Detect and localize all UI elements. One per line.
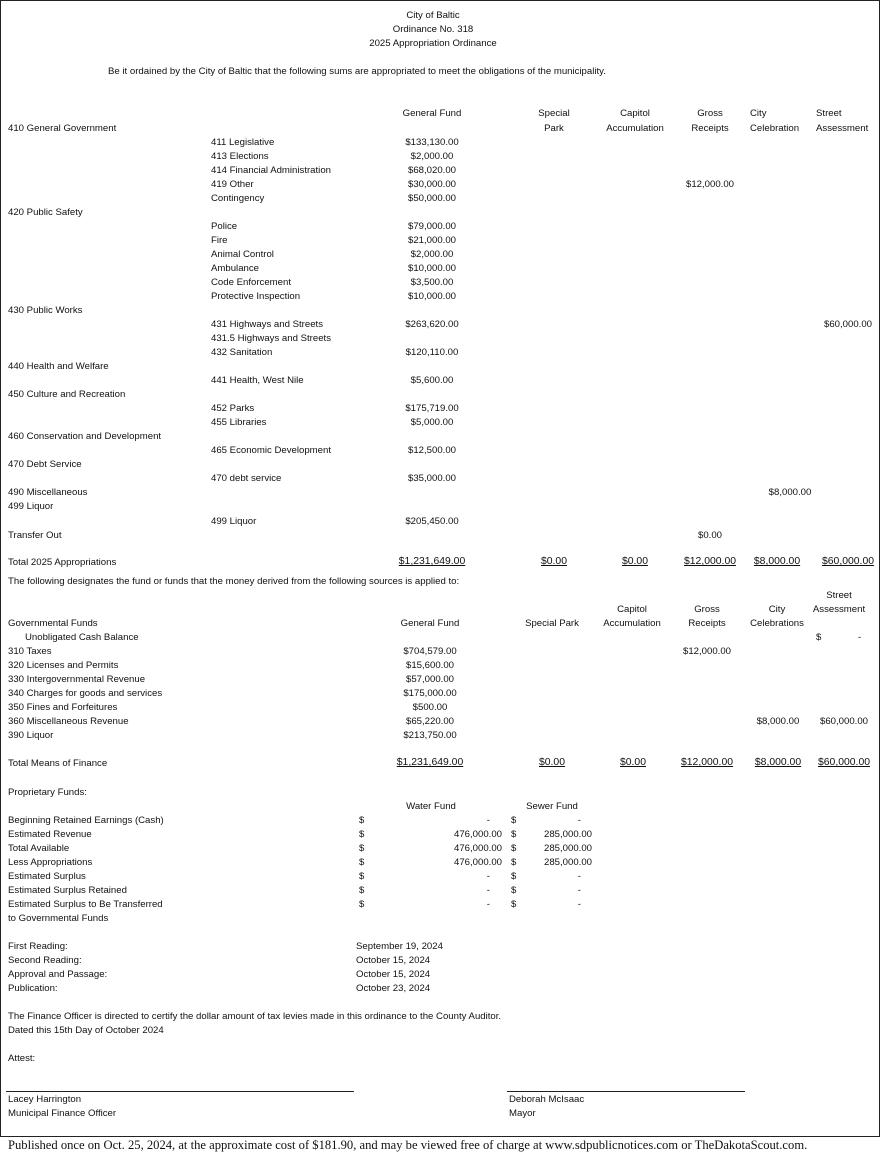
source-general-fund-value: $57,000.00 bbox=[405, 674, 455, 685]
src-col-gross-1: Gross bbox=[694, 604, 720, 615]
mayor-title: Mayor bbox=[509, 1108, 536, 1119]
source-label: 350 Fines and Forfeitures bbox=[8, 702, 118, 713]
source-general-fund-value: $500.00 bbox=[412, 702, 448, 713]
general-fund-value: $10,000.00 bbox=[407, 291, 457, 302]
street-assessment-value: $60,000.00 bbox=[823, 319, 873, 330]
line-item-label: 413 Elections bbox=[211, 151, 269, 162]
water-fund-value: 476,000.00 bbox=[453, 829, 502, 840]
line-item-label: 431 Highways and Streets bbox=[211, 319, 323, 330]
col-capitol-1: Capitol bbox=[620, 108, 650, 119]
src-col-label: Governmental Funds bbox=[8, 618, 98, 629]
source-label: Unobligated Cash Balance bbox=[25, 632, 139, 643]
src-col-gross-2: Receipts bbox=[688, 618, 726, 629]
total-approp-general: $1,231,649.00 bbox=[398, 556, 466, 567]
source-general-fund-value: $175,000.00 bbox=[403, 688, 457, 699]
general-fund-value: $12,500.00 bbox=[407, 445, 457, 456]
general-fund-value: $68,020.00 bbox=[407, 165, 457, 176]
source-street-dollar-sign: $ bbox=[816, 632, 822, 643]
sewer-dollar-sign: $ bbox=[511, 857, 517, 868]
finance-officer-name: Lacey Harrington bbox=[8, 1094, 82, 1105]
line-item-label: Fire bbox=[211, 235, 228, 246]
city-name: City of Baltic bbox=[406, 10, 460, 21]
general-fund-value: $120,110.00 bbox=[405, 347, 459, 358]
total-finance-gross: $12,000.00 bbox=[680, 757, 734, 768]
sewer-dollar-sign: $ bbox=[511, 815, 517, 826]
col-capitol-2: Accumulation bbox=[606, 123, 664, 134]
source-label: 340 Charges for goods and services bbox=[8, 688, 163, 699]
water-fund-value: - bbox=[486, 885, 490, 896]
total-approp-gross: $12,000.00 bbox=[683, 556, 737, 567]
proprietary-label: Total Available bbox=[8, 843, 70, 854]
src-col-city-1: City bbox=[768, 604, 786, 615]
line-item-label: Animal Control bbox=[211, 249, 274, 260]
attest-label: Attest: bbox=[8, 1053, 36, 1064]
publication-footer: Published once on Oct. 25, 2024, at the approximate cost of $181.90, and may be viewed free of charge at www.sdpublicnotices.com or TheDakotaScout.com. bbox=[8, 1138, 808, 1152]
signature-line-mayor bbox=[507, 1091, 745, 1092]
general-fund-value: $30,000.00 bbox=[407, 179, 457, 190]
source-general-fund-value: $65,220.00 bbox=[405, 716, 455, 727]
water-dollar-sign: $ bbox=[359, 899, 365, 910]
section-heading: 430 Public Works bbox=[8, 305, 83, 316]
proprietary-label: Estimated Surplus to Be Transferred bbox=[8, 899, 163, 910]
source-label: 320 Licenses and Permits bbox=[8, 660, 119, 671]
section-heading: 440 Health and Welfare bbox=[8, 361, 109, 372]
reading-date: October 23, 2024 bbox=[356, 983, 431, 994]
section-heading: 410 General Government bbox=[8, 123, 117, 134]
sewer-dollar-sign: $ bbox=[511, 871, 517, 882]
sewer-fund-value: - bbox=[577, 815, 581, 826]
line-item-label: 419 Other bbox=[211, 179, 254, 190]
source-city-celebrations-value: $8,000.00 bbox=[756, 716, 800, 727]
general-fund-value: $2,000.00 bbox=[410, 249, 454, 260]
ordinance-intro: Be it ordained by the City of Baltic that the following sums are appropriated to meet the obligations of the municipality. bbox=[108, 66, 606, 77]
total-finance-special: $0.00 bbox=[538, 757, 566, 768]
general-fund-value: $5,600.00 bbox=[410, 375, 454, 386]
line-item-label: 499 Liquor bbox=[211, 516, 257, 527]
section-heading: 490 Miscellaneous bbox=[8, 487, 88, 498]
sewer-fund-value: - bbox=[577, 885, 581, 896]
line-item-label: Ambulance bbox=[211, 263, 259, 274]
sources-intro: The following designates the fund or funds that the money derived from the following sources is applied to: bbox=[8, 576, 460, 587]
general-fund-value: $50,000.00 bbox=[407, 193, 457, 204]
col-special-park-2: Park bbox=[544, 123, 564, 134]
line-item-label: 455 Libraries bbox=[211, 417, 267, 428]
total-approp-city: $8,000.00 bbox=[753, 556, 801, 567]
reading-label: Second Reading: bbox=[8, 955, 82, 966]
total-approp-special: $0.00 bbox=[540, 556, 568, 567]
src-col-special: Special Park bbox=[525, 618, 579, 629]
src-col-street-2: Assessment bbox=[812, 604, 866, 615]
general-fund-value: $205,450.00 bbox=[405, 516, 459, 527]
source-street-assessment-value: $60,000.00 bbox=[819, 716, 869, 727]
line-item-label: 411 Legislative bbox=[211, 137, 275, 148]
reading-date: September 19, 2024 bbox=[356, 941, 443, 952]
water-fund-value: - bbox=[486, 871, 490, 882]
sewer-fund-value: 285,000.00 bbox=[543, 857, 592, 868]
source-label: 330 Intergovernmental Revenue bbox=[8, 674, 146, 685]
water-fund-value: - bbox=[486, 899, 490, 910]
dated-text: Dated this 15th Day of October 2024 bbox=[8, 1025, 164, 1036]
general-fund-value: $10,000.00 bbox=[407, 263, 457, 274]
src-col-capitol-2: Accumulation bbox=[603, 618, 661, 629]
col-gross-1: Gross bbox=[697, 108, 723, 119]
water-fund-value: 476,000.00 bbox=[453, 843, 502, 854]
total-finance-general: $1,231,649.00 bbox=[396, 757, 464, 768]
line-item-label: Protective Inspection bbox=[211, 291, 301, 302]
reading-label: Publication: bbox=[8, 983, 58, 994]
sewer-fund-value: 285,000.00 bbox=[543, 843, 592, 854]
gross-receipts-value: $0.00 bbox=[697, 530, 723, 541]
general-fund-value: $35,000.00 bbox=[407, 473, 457, 484]
section-heading: 499 Liquor bbox=[8, 501, 54, 512]
line-item-label: 441 Health, West Nile bbox=[211, 375, 304, 386]
total-approp-capitol: $0.00 bbox=[621, 556, 649, 567]
city-celebration-value: $8,000.00 bbox=[768, 487, 812, 498]
mayor-name: Deborah McIsaac bbox=[509, 1094, 585, 1105]
line-item-label: 470 debt service bbox=[211, 473, 282, 484]
proprietary-label: to Governmental Funds bbox=[8, 913, 109, 924]
line-item-label: 452 Parks bbox=[211, 403, 255, 414]
sewer-dollar-sign: $ bbox=[511, 829, 517, 840]
general-fund-value: $5,000.00 bbox=[410, 417, 454, 428]
proprietary-label: Estimated Revenue bbox=[8, 829, 92, 840]
water-fund-value: 476,000.00 bbox=[453, 857, 502, 868]
section-heading: 450 Culture and Recreation bbox=[8, 389, 126, 400]
line-item-label: Contingency bbox=[211, 193, 265, 204]
general-fund-value: $21,000.00 bbox=[407, 235, 457, 246]
line-item-label: Code Enforcement bbox=[211, 277, 291, 288]
general-fund-value: $263,620.00 bbox=[405, 319, 459, 330]
general-fund-value: $3,500.00 bbox=[410, 277, 454, 288]
col-special-park-1: Special bbox=[538, 108, 570, 119]
proprietary-label: Less Appropriations bbox=[8, 857, 93, 868]
general-fund-value: $175,719.00 bbox=[405, 403, 459, 414]
line-item-label: 414 Financial Administration bbox=[211, 165, 331, 176]
sewer-fund-value: - bbox=[577, 899, 581, 910]
ordinance-number: Ordinance No. 318 bbox=[392, 24, 474, 35]
proprietary-label: Estimated Surplus Retained bbox=[8, 885, 127, 896]
total-finance-label: Total Means of Finance bbox=[8, 758, 108, 769]
reading-label: First Reading: bbox=[8, 941, 68, 952]
src-col-street-1: Street bbox=[826, 590, 852, 601]
src-col-capitol-1: Capitol bbox=[617, 604, 647, 615]
src-col-city-2: Celebrations bbox=[750, 618, 804, 629]
proprietary-label: Beginning Retained Earnings (Cash) bbox=[8, 815, 164, 826]
source-general-fund-value: $213,750.00 bbox=[403, 730, 457, 741]
total-finance-street: $60,000.00 bbox=[817, 757, 871, 768]
sewer-fund-header: Sewer Fund bbox=[526, 801, 578, 812]
total-appropriations-label: Total 2025 Appropriations bbox=[8, 557, 117, 568]
ordinance-title: 2025 Appropriation Ordinance bbox=[369, 38, 497, 49]
water-dollar-sign: $ bbox=[359, 829, 365, 840]
line-item-label: 432 Sanitation bbox=[211, 347, 273, 358]
water-dollar-sign: $ bbox=[359, 857, 365, 868]
sewer-dollar-sign: $ bbox=[511, 885, 517, 896]
source-general-fund-value: $15,600.00 bbox=[405, 660, 455, 671]
line-item-label: Police bbox=[211, 221, 238, 232]
sewer-fund-value: - bbox=[577, 871, 581, 882]
proprietary-label: Estimated Surplus bbox=[8, 871, 86, 882]
total-finance-city: $8,000.00 bbox=[754, 757, 802, 768]
source-label: 390 Liquor bbox=[8, 730, 54, 741]
src-col-general: General Fund bbox=[400, 618, 460, 629]
proprietary-title: Proprietary Funds: bbox=[8, 787, 87, 798]
sewer-fund-value: 285,000.00 bbox=[543, 829, 592, 840]
source-label: 360 Miscellaneous Revenue bbox=[8, 716, 129, 727]
col-gross-2: Receipts bbox=[691, 123, 729, 134]
water-dollar-sign: $ bbox=[359, 871, 365, 882]
reading-date: October 15, 2024 bbox=[356, 955, 431, 966]
certification-text: The Finance Officer is directed to certify the dollar amount of tax levies made in this ordinance to the County Auditor. bbox=[8, 1011, 502, 1022]
section-heading: Transfer Out bbox=[8, 530, 62, 541]
water-dollar-sign: $ bbox=[359, 815, 365, 826]
general-fund-value: $2,000.00 bbox=[410, 151, 454, 162]
reading-label: Approval and Passage: bbox=[8, 969, 108, 980]
gross-receipts-value: $12,000.00 bbox=[685, 179, 735, 190]
finance-officer-title: Municipal Finance Officer bbox=[8, 1108, 117, 1119]
water-fund-header: Water Fund bbox=[406, 801, 456, 812]
col-city-1: City bbox=[750, 108, 767, 119]
total-finance-capitol: $0.00 bbox=[619, 757, 647, 768]
col-street-2: Assessment bbox=[816, 123, 869, 134]
col-general-fund: General Fund bbox=[402, 108, 462, 119]
general-fund-value: $79,000.00 bbox=[407, 221, 457, 232]
line-item-label: 431.5 Highways and Streets bbox=[211, 333, 331, 344]
total-approp-street: $60,000.00 bbox=[821, 556, 875, 567]
reading-date: October 15, 2024 bbox=[356, 969, 431, 980]
source-label: 310 Taxes bbox=[8, 646, 52, 657]
water-fund-value: - bbox=[486, 815, 490, 826]
source-general-fund-value: $704,579.00 bbox=[403, 646, 457, 657]
general-fund-value: $133,130.00 bbox=[405, 137, 459, 148]
water-dollar-sign: $ bbox=[359, 843, 365, 854]
water-dollar-sign: $ bbox=[359, 885, 365, 896]
source-gross-receipts-value: $12,000.00 bbox=[682, 646, 732, 657]
sewer-dollar-sign: $ bbox=[511, 843, 517, 854]
sewer-dollar-sign: $ bbox=[511, 899, 517, 910]
signature-line-finance-officer bbox=[6, 1091, 354, 1092]
section-heading: 420 Public Safety bbox=[8, 207, 83, 218]
line-item-label: 465 Economic Development bbox=[211, 445, 331, 456]
section-heading: 470 Debt Service bbox=[8, 459, 82, 470]
source-street-dash: - bbox=[858, 632, 862, 643]
col-city-2: Celebration bbox=[750, 123, 800, 134]
col-street-1: Street bbox=[816, 108, 842, 119]
section-heading: 460 Conservation and Development bbox=[8, 431, 162, 442]
